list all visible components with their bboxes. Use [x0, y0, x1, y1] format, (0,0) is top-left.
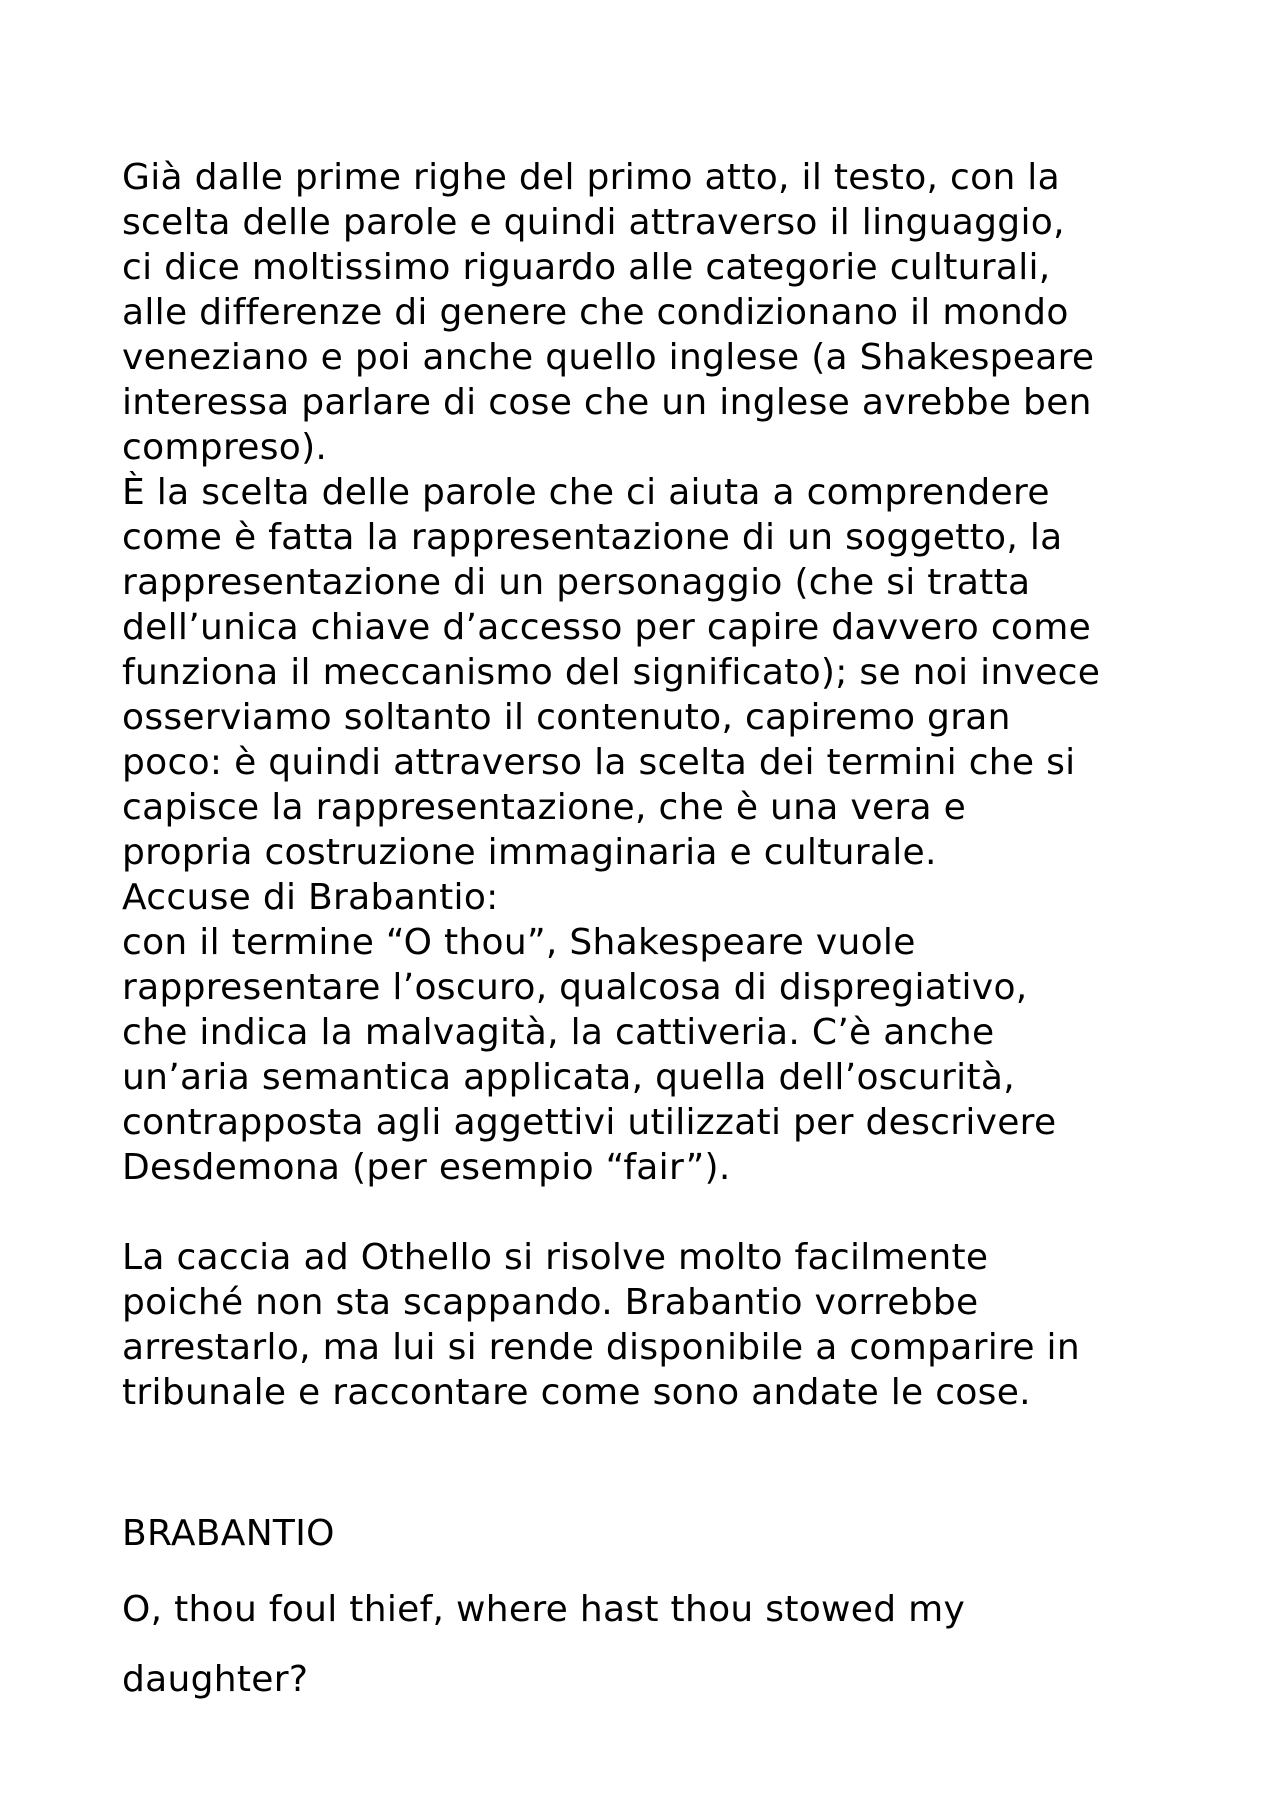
- speaker-name: BRABANTIO: [122, 1513, 335, 1554]
- paragraph-analysis: Già dalle prime righe del primo atto, il testo, con la scelta delle parole e quindi attraverso il linguaggio, ci dice moltissimo riguardo alle categorie culturali, alle differenze di genere che condizionano il mondo veneziano e poi anche quello inglese (a Shakespeare interessa parlare di cose che un inglese avrebbe ben compreso). È la scelta delle parole che ci aiuta a comprendere come è fatta la rappresentazione di un soggetto, la rappresentazione di un personaggio (che si tratta dell’unica chiave d’accesso per capire davvero come funziona il meccanismo del significato); se noi invece osserviamo soltanto il contenuto, capiremo gran poco: è quindi attraverso la scelta dei termini che si capisce la rappresentazione, che è una vera e propria costruzione immaginaria e culturale. Accuse di Brabantio: con il termine “O thou”, Shakespeare vuole rappresentare l’oscuro, qualcosa di dispregiativo, che indica la malvagità, la cattiveria. C’è anche un’aria semantica applicata, quella dell’oscurità, contrapposta agli aggettivi utilizzati per descrivere Desdemona (per esempio “fair”).: [122, 157, 1101, 1188]
- quote-line: O, thou foul thief, where hast thou stowed my daughter?: [122, 1589, 966, 1700]
- paragraph-othello-hunt: La caccia ad Othello si risolve molto facilmente poiché non sta scappando. Brabantio vorrebbe arrestarlo, ma lui si rende disponibile a comparire in tribunale e raccontare come sono andate le cose.: [122, 1237, 1080, 1413]
